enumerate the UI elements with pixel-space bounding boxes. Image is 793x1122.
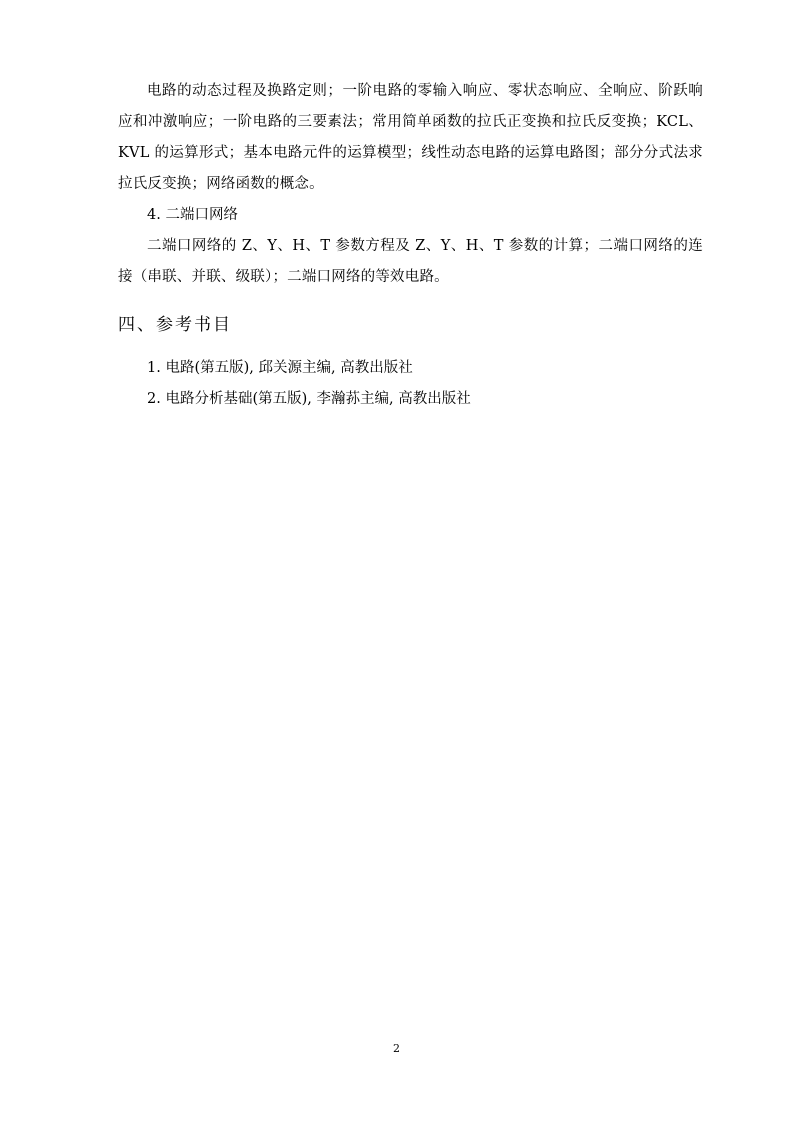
- reference-item: 2. 电路分析基础(第五版), 李瀚荪主编, 高教出版社: [147, 391, 471, 407]
- dynamic-circuits-paragraph: 电路的动态过程及换路定则；一阶电路的零输入响应、零状态响应、全响应、阶跃响应和冲激响应；一阶电路的三要素法；常用简单函数的拉氏正变换和拉氏反变换；KCL、KVL 的运算形式；基本电路元件的运算模型；线性动态电路的运算电路图；部分分式法求拉氏反变换；网络函数的概念。: [118, 83, 703, 192]
- references-heading: 四、参考书目: [118, 315, 232, 335]
- two-port-network-paragraph: 二端口网络的 Z、Y、H、T 参数方程及 Z、Y、H、T 参数的计算；二端口网络的连接（串联、并联、级联）；二端口网络的等效电路。: [118, 238, 703, 285]
- reference-item: 1. 电路(第五版), 邱关源主编, 高教出版社: [147, 360, 413, 376]
- two-port-network-title: 4. 二端口网络: [147, 207, 238, 223]
- page-content: [118, 76, 703, 415]
- page-number: 2: [393, 1042, 400, 1055]
- references-list: [118, 353, 703, 415]
